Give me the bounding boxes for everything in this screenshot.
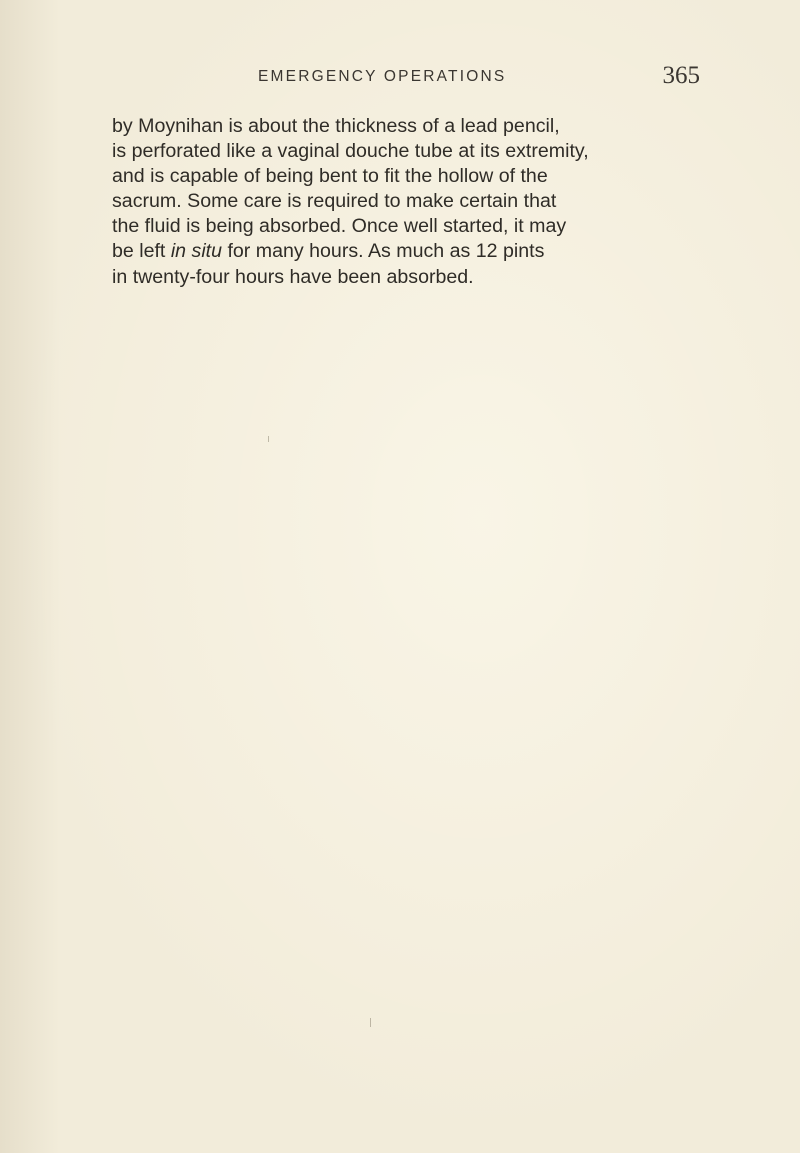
page-number: 365 [662,62,700,89]
text-run: is perforated like a vaginal douche tube at its extremity, [112,140,589,163]
text-line [112,239,712,264]
text-line [112,214,712,239]
text-run: the fluid is being absorbed. Once well started, it may [112,215,567,238]
text-run: in twenty-four hours have been absorbed. [112,265,474,288]
text-line [112,114,712,139]
body-paragraph [112,114,712,290]
text-line [112,189,712,214]
text-run: and is capable of being bent to fit the hollow of the [112,165,548,188]
italic-phrase: in situ [170,240,223,263]
text-line [112,139,712,164]
text-line [112,265,712,290]
text-run: for many hours. As much as 12 pints [222,240,545,263]
running-head [112,62,700,98]
text-run: be left [112,240,171,263]
running-title: EMERGENCY OPERATIONS [258,68,507,85]
text-run: by Moynihan is about the thickness of a lead pencil, [112,115,560,137]
text-line [112,164,712,189]
text-run: sacrum. Some care is required to make certain that [112,190,557,213]
